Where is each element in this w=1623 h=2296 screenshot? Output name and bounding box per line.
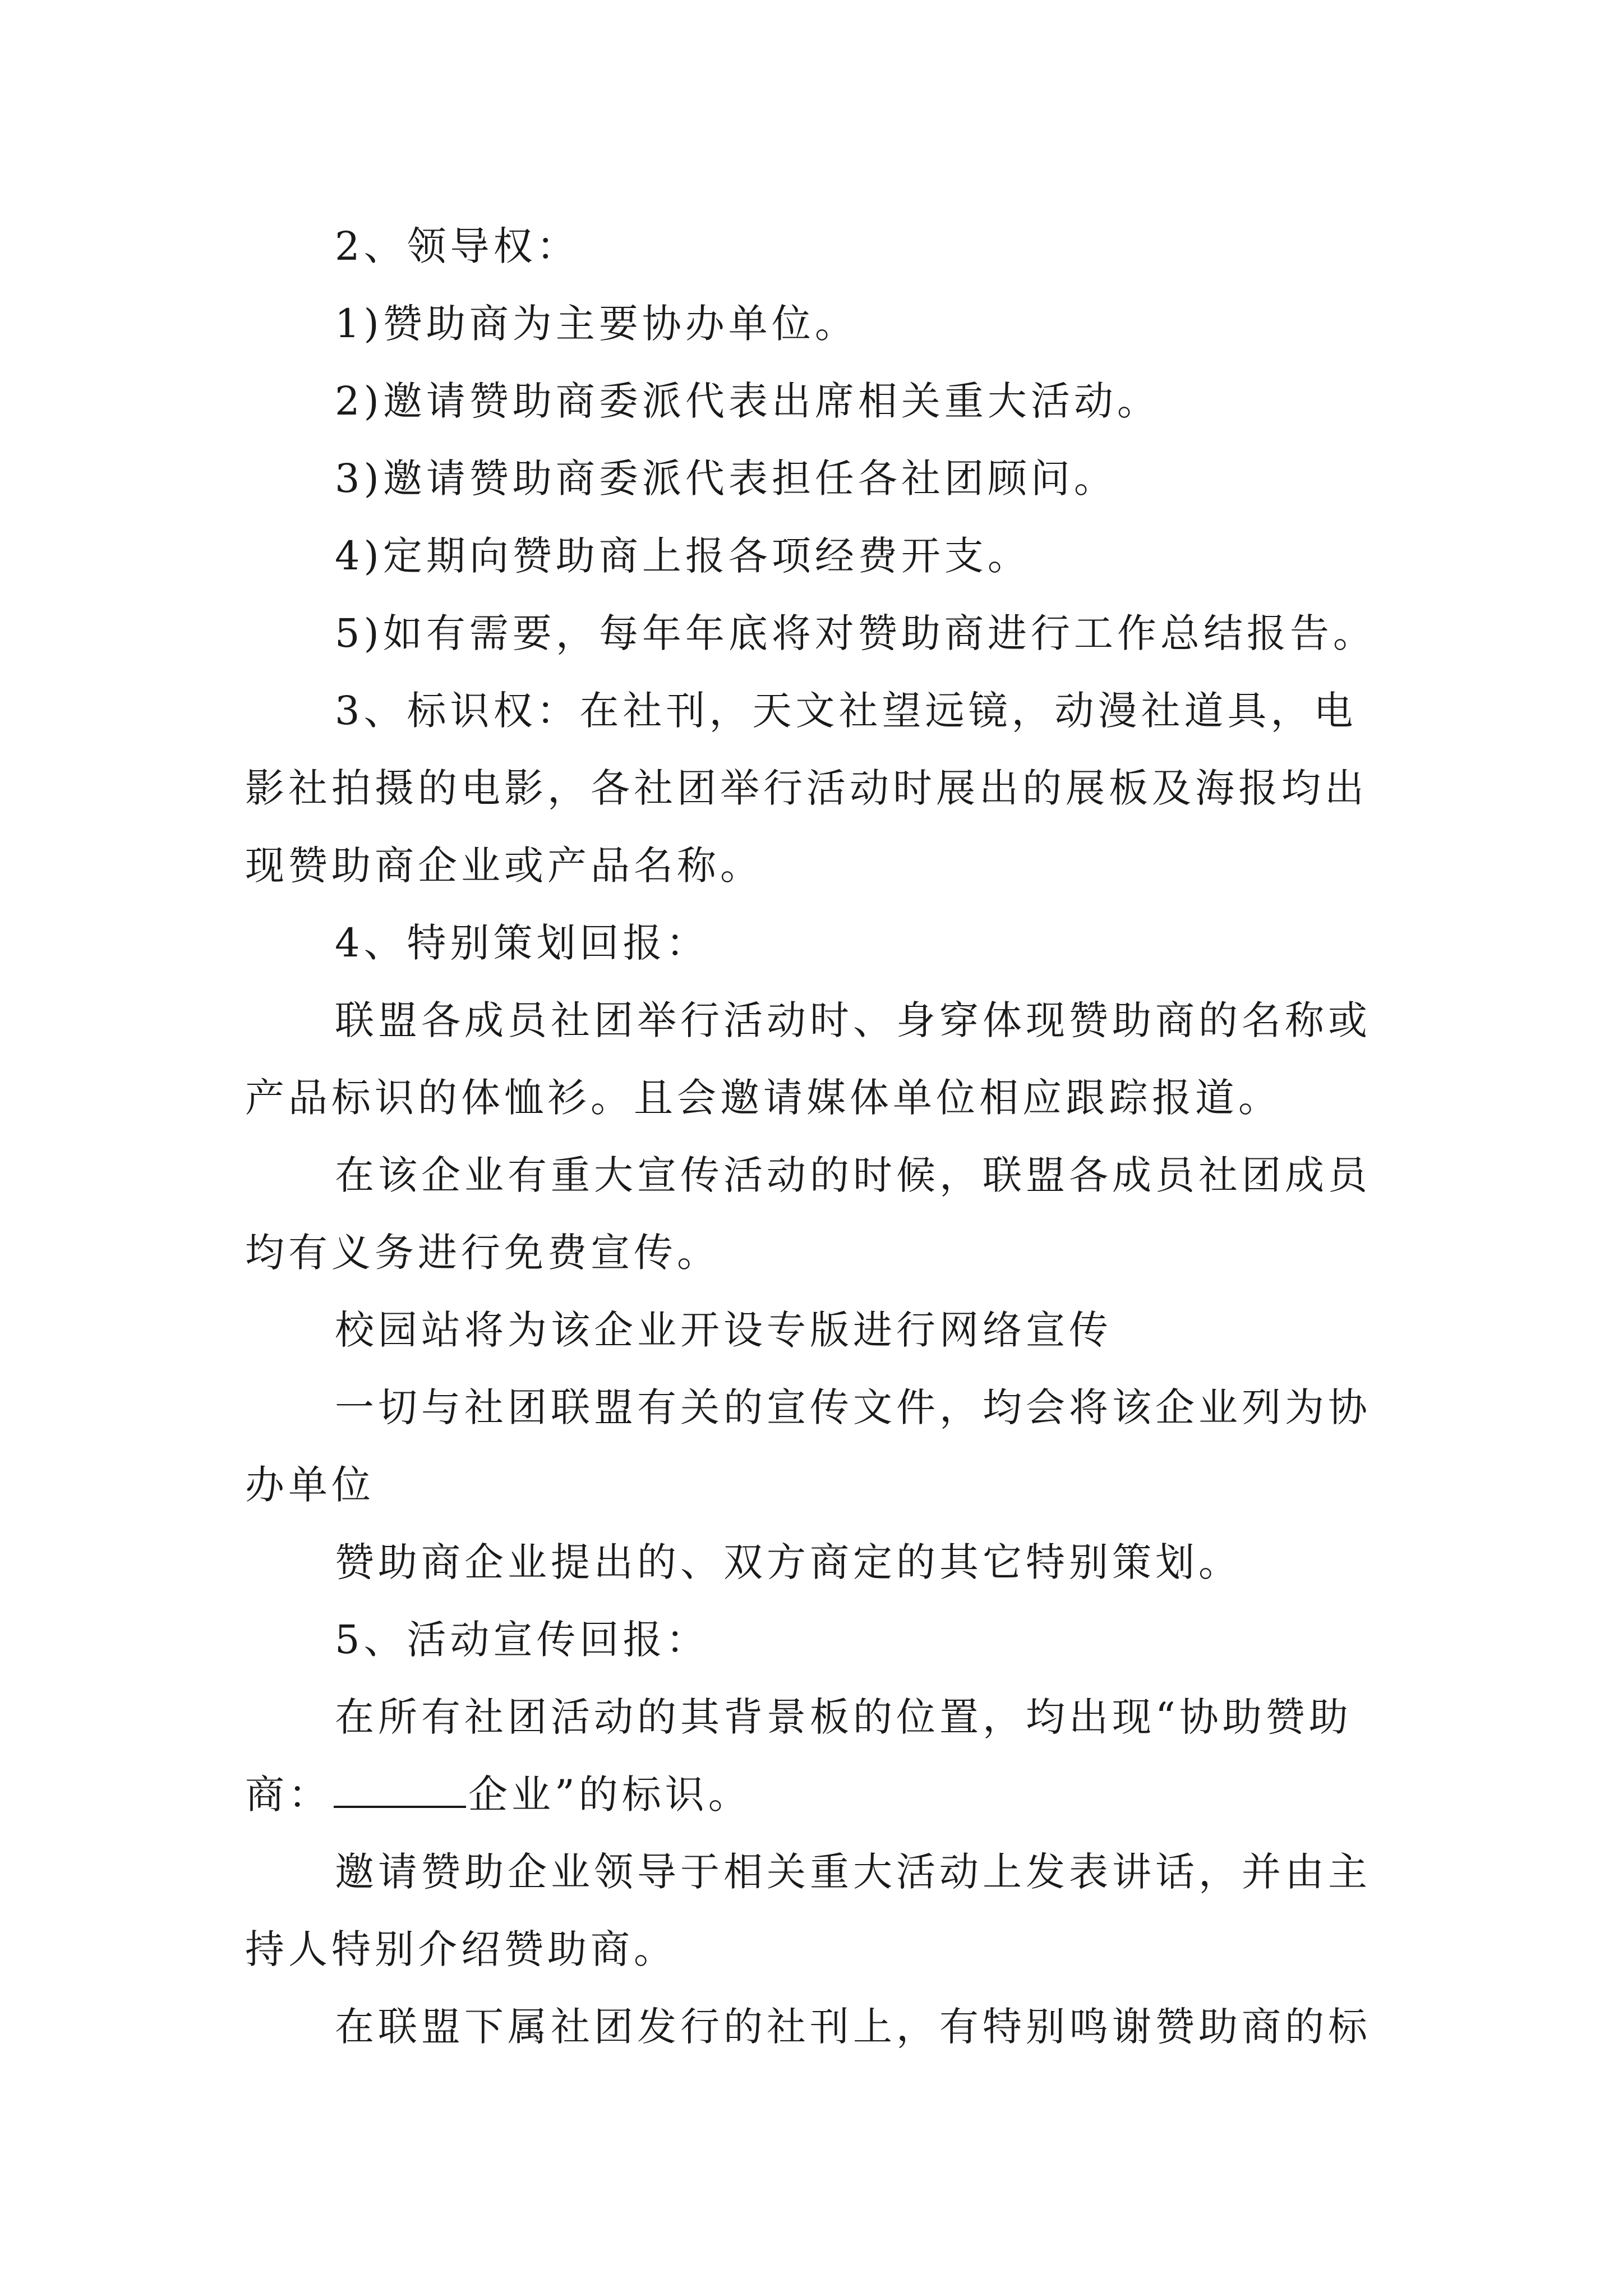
body-paragraph: 在联盟下属社团发行的社刊上，有特别鸣谢赞助商的标 bbox=[335, 2004, 1371, 2050]
backdrop-text-after: 企业”的标识。 bbox=[468, 1772, 751, 1818]
section-heading-special-planning: 4、特别策划回报： bbox=[335, 920, 709, 966]
body-paragraph: 一切与社团联盟有关的宣传文件，均会将该企业列为协办单位 bbox=[245, 1384, 1371, 1508]
section-identification-rights: 3、标识权：在社刊，天文社望远镜，动漫社道具，电影社拍摄的电影，各社团举行活动时展出的展板及海报均出现赞助商企业或产品名称。 bbox=[245, 688, 1368, 889]
list-item: 3)邀请赞助商委派代表担任各社团顾问。 bbox=[335, 455, 1117, 501]
section-heading-activity-publicity: 5、活动宣传回报： bbox=[335, 1617, 709, 1663]
list-item: 4)定期向赞助商上报各项经费开支。 bbox=[335, 533, 1031, 579]
body-paragraph: 邀请赞助企业领导于相关重大活动上发表讲话，并由主持人特别介绍赞助商。 bbox=[245, 1849, 1371, 1972]
body-paragraph: 校园站将为该企业开设专版进行网络宣传 bbox=[335, 1307, 1112, 1353]
body-paragraph: 赞助商企业提出的、双方商定的其它特别策划。 bbox=[335, 1539, 1242, 1585]
list-item: 5)如有需要，每年年底将对赞助商进行工作总结报告。 bbox=[335, 610, 1376, 656]
document-body bbox=[245, 208, 1389, 2065]
backdrop-paragraph bbox=[245, 1678, 1389, 1833]
list-item: 2)邀请赞助商委派代表出席相关重大活动。 bbox=[335, 378, 1160, 424]
list-item: 1)赞助商为主要协办单位。 bbox=[335, 301, 858, 347]
fill-in-blank bbox=[334, 1772, 466, 1808]
section-heading-leadership: 2、领导权： bbox=[335, 223, 580, 269]
backdrop-text-before: 在所有社团活动的其背景板的位置，均出现“协助赞助商： bbox=[245, 1694, 1352, 1818]
body-paragraph: 联盟各成员社团举行活动时、身穿体现赞助商的名称或产品标识的体恤衫。且会邀请媒体单位相应跟踪报道。 bbox=[245, 997, 1371, 1121]
body-paragraph: 在该企业有重大宣传活动的时候，联盟各成员社团成员均有义务进行免费宣传。 bbox=[245, 1152, 1371, 1276]
